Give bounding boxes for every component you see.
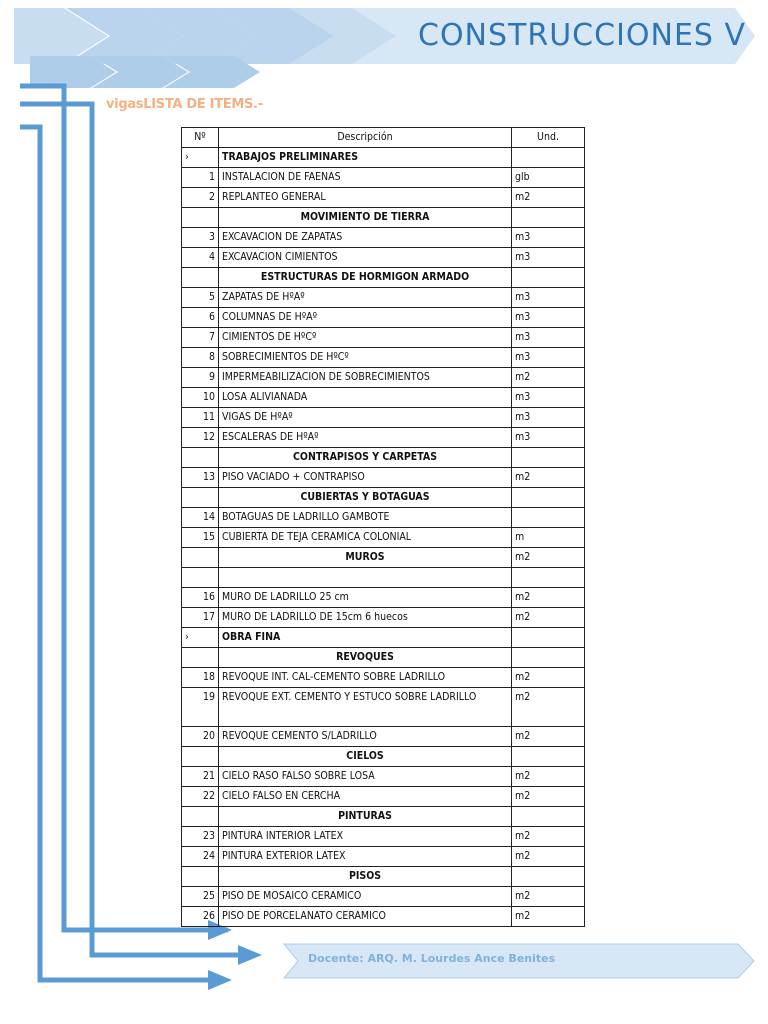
item-number [182,488,219,508]
item-description: TRABAJOS PRELIMINARES [219,148,512,168]
item-description: PISO DE PORCELANATO CERAMICO [219,907,512,927]
item-description: CIELO FALSO EN CERCHA [219,787,512,807]
item-unit: m2 [512,887,585,907]
item-number [182,448,219,468]
item-unit [512,747,585,767]
item-unit: m3 [512,328,585,348]
item-number: › [182,148,219,168]
items-table-body [182,148,585,927]
item-unit: glb [512,168,585,188]
item-unit: m3 [512,348,585,368]
item-unit [512,148,585,168]
table-row [182,408,585,428]
item-unit: m2 [512,827,585,847]
item-description: REPLANTEO GENERAL [219,188,512,208]
item-number: 3 [182,228,219,248]
table-row [182,608,585,628]
item-number: 15 [182,528,219,548]
item-number [182,807,219,827]
item-description: MURO DE LADRILLO 25 cm [219,588,512,608]
item-description: MUROS [219,548,512,568]
item-unit: m2 [512,767,585,787]
item-number: 6 [182,308,219,328]
item-number [182,568,219,588]
item-description: PINTURAS [219,807,512,827]
item-description: MURO DE LADRILLO DE 15cm 6 huecos [219,608,512,628]
item-number [182,867,219,887]
item-unit [512,568,585,588]
item-unit: m2 [512,847,585,867]
table-row [182,448,585,468]
item-unit [512,508,585,528]
item-description: PINTURA INTERIOR LATEX [219,827,512,847]
table-row [182,188,585,208]
item-number: 24 [182,847,219,867]
item-unit: m3 [512,428,585,448]
item-description: OBRA FINA [219,628,512,648]
item-unit: m [512,528,585,548]
item-number: 21 [182,767,219,787]
item-description: REVOQUE EXT. CEMENTO Y ESTUCO SOBRE LADRILLO [219,688,512,727]
item-number [182,747,219,767]
item-unit: m2 [512,688,585,727]
item-description: ESTRUCTURAS DE HORMIGON ARMADO [219,268,512,288]
table-row [182,428,585,448]
item-description: PISO VACIADO + CONTRAPISO [219,468,512,488]
item-number: 17 [182,608,219,628]
table-row [182,807,585,827]
table-row [182,348,585,368]
column-header-description: Descripción [219,128,512,148]
item-description: EXCAVACION CIMIENTOS [219,248,512,268]
item-description: PISO DE MOSAICO CERAMICO [219,887,512,907]
item-unit: m3 [512,248,585,268]
item-unit: m3 [512,288,585,308]
table-row [182,528,585,548]
item-description: REVOQUE INT. CAL-CEMENTO SOBRE LADRILLO [219,668,512,688]
item-number: 22 [182,787,219,807]
item-number: 12 [182,428,219,448]
arrowhead-3 [208,970,232,990]
item-unit: m2 [512,787,585,807]
item-description: ZAPATAS DE HºAº [219,288,512,308]
item-number: 20 [182,727,219,747]
item-description: CONTRAPISOS Y CARPETAS [219,448,512,468]
table-row [182,268,585,288]
table-row [182,288,585,308]
table-row [182,907,585,927]
item-unit: m2 [512,907,585,927]
column-header-unit: Und. [512,128,585,148]
table-row [182,508,585,528]
item-number: 5 [182,288,219,308]
table-row [182,847,585,867]
table-row [182,488,585,508]
item-number: 8 [182,348,219,368]
item-number [182,268,219,288]
item-unit [512,488,585,508]
item-unit [512,807,585,827]
table-row [182,727,585,747]
item-number: 9 [182,368,219,388]
table-row [182,648,585,668]
table-row [182,568,585,588]
item-unit: m2 [512,668,585,688]
item-number [182,208,219,228]
item-number: 2 [182,188,219,208]
item-number: 23 [182,827,219,847]
table-row [182,248,585,268]
item-unit [512,208,585,228]
table-row [182,887,585,907]
item-unit: m2 [512,368,585,388]
item-unit: m2 [512,588,585,608]
item-number: 7 [182,328,219,348]
item-description: CIELOS [219,747,512,767]
table-header-row [182,128,585,148]
table-row [182,548,585,568]
item-description: INSTALACION DE FAENAS [219,168,512,188]
page-title: CONSTRUCCIONES V [418,18,747,53]
table-row [182,208,585,228]
table-row [182,827,585,847]
item-number: 10 [182,388,219,408]
item-number: 1 [182,168,219,188]
item-number: 16 [182,588,219,608]
table-row [182,767,585,787]
arrowhead-2 [238,945,262,965]
table-row [182,368,585,388]
item-description: BOTAGUAS DE LADRILLO GAMBOTE [219,508,512,528]
item-description: CUBIERTAS Y BOTAGUAS [219,488,512,508]
table-row [182,388,585,408]
items-table [181,127,585,927]
item-description: EXCAVACION DE ZAPATAS [219,228,512,248]
item-unit: m3 [512,308,585,328]
item-unit: m3 [512,388,585,408]
item-unit: m2 [512,608,585,628]
table-row [182,468,585,488]
item-description [219,568,512,588]
item-number: 18 [182,668,219,688]
item-number: 11 [182,408,219,428]
item-number: 19 [182,688,219,727]
item-description: COLUMNAS DE HºAº [219,308,512,328]
item-description: CIMIENTOS DE HºCº [219,328,512,348]
column-header-number: Nº [182,128,219,148]
item-description: IMPERMEABILIZACION DE SOBRECIMIENTOS [219,368,512,388]
item-unit [512,867,585,887]
item-unit [512,448,585,468]
item-description: SOBRECIMIENTOS DE HºCº [219,348,512,368]
table-row [182,168,585,188]
table-row [182,328,585,348]
item-number [182,548,219,568]
item-description: CUBIERTA DE TEJA CERAMICA COLONIAL [219,528,512,548]
item-number: 25 [182,887,219,907]
item-description: REVOQUES [219,648,512,668]
item-number: 26 [182,907,219,927]
item-unit [512,648,585,668]
item-unit: m2 [512,468,585,488]
item-number [182,648,219,668]
item-description: LOSA ALIVIANADA [219,388,512,408]
table-row [182,228,585,248]
item-unit [512,628,585,648]
table-row [182,588,585,608]
section-subtitle: vigasLISTA DE ITEMS.- [106,97,263,112]
table-row [182,787,585,807]
item-description: MOVIMIENTO DE TIERRA [219,208,512,228]
item-description: REVOQUE CEMENTO S/LADRILLO [219,727,512,747]
item-unit: m2 [512,727,585,747]
item-unit: m3 [512,228,585,248]
table-row [182,668,585,688]
item-description: PISOS [219,867,512,887]
table-row [182,148,585,168]
item-unit: m2 [512,548,585,568]
item-description: CIELO RASO FALSO SOBRE LOSA [219,767,512,787]
table-row [182,688,585,727]
item-unit [512,268,585,288]
item-number: 13 [182,468,219,488]
item-description: ESCALERAS DE HºAº [219,428,512,448]
item-number: 14 [182,508,219,528]
table-row [182,747,585,767]
item-unit: m3 [512,408,585,428]
table-row [182,308,585,328]
item-number: › [182,628,219,648]
item-description: PINTURA EXTERIOR LATEX [219,847,512,867]
item-number: 4 [182,248,219,268]
footer-teacher: Docente: ARQ. M. Lourdes Ance Benites [308,952,556,965]
table-row [182,867,585,887]
table-row [182,628,585,648]
item-unit: m2 [512,188,585,208]
item-description: VIGAS DE HºAº [219,408,512,428]
